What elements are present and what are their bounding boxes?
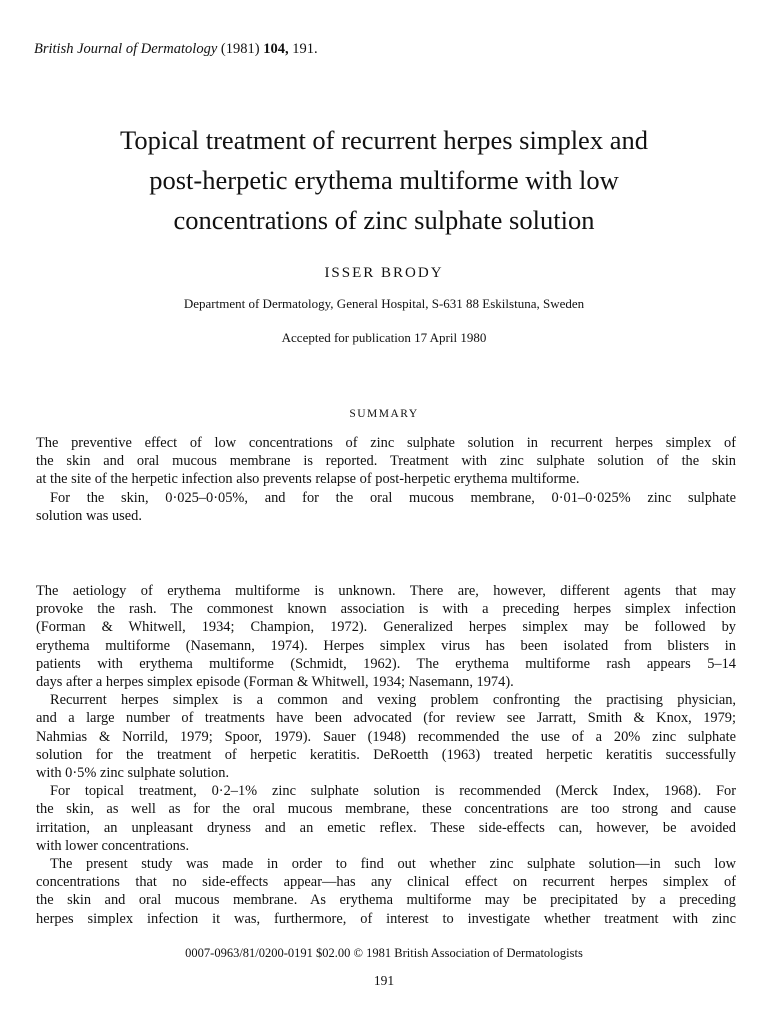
body-line: irritation, an unpleasant dryness and an emetic reflex. These side-effects can, however, be avoided xyxy=(36,819,736,836)
summary-line: For the skin, 0·025–0·05%, and for the oral mucous membrane, 0·01–0·025% zinc sulphate xyxy=(50,489,736,506)
article-title xyxy=(20,120,748,240)
journal-name: British Journal of Dermatology xyxy=(34,41,218,57)
summary-line: the skin and oral mucous membrane is reported. Treatment with zinc sulphate solution of the skin xyxy=(36,453,736,470)
body-line: patients with erythema multiforme (Schmidt, 1962). The erythema multiforme rash appears 5–14 xyxy=(36,655,736,672)
journal-page: 191. xyxy=(292,41,318,57)
body-line: solution for the treatment of herpetic keratitis. DeRoetth (1963) treated herpetic keratitis successfully xyxy=(36,746,736,763)
body-line: For topical treatment, 0·2–1% zinc sulphate solution is recommended (Merck Index, 1968). For xyxy=(50,783,736,800)
body-line: with lower concentrations. xyxy=(36,837,190,854)
title-line: concentrations of zinc sulphate solution xyxy=(173,205,595,235)
author-name: ISSER BRODY xyxy=(324,265,444,281)
copyright-line: 0007-0963/81/0200-0191 $02.00 © 1981 British Association of Dermatologists xyxy=(185,946,583,960)
summary-line: solution was used. xyxy=(36,507,142,524)
journal-citation xyxy=(34,41,318,58)
body-line: and a large number of treatments have been advocated (for review see Jarratt, Smith & Knox, 1979; xyxy=(36,710,736,727)
summary-text xyxy=(36,434,736,525)
body-line: the skin and oral mucous membrane. As erythema multiforme may be precipitated by a preceding xyxy=(36,892,736,909)
body-line: concentrations that no side-effects appear—has any clinical effect on recurrent herpes simplex of xyxy=(36,874,736,891)
body-line: Nahmias & Norrild, 1979; Spoor, 1979). Sauer (1948) recommended the use of a 20% zinc sulphate xyxy=(36,728,736,745)
title-line: Topical treatment of recurrent herpes simplex and xyxy=(120,125,648,155)
body-line: provoke the rash. The commonest known association is with a preceding herpes simplex infection xyxy=(36,601,736,618)
journal-year: (1981) xyxy=(220,41,260,57)
journal-volume: 104, xyxy=(263,41,289,57)
body-line: The present study was made in order to find out whether zinc sulphate solution—in such low xyxy=(50,856,736,873)
body-line: the skin, as well as for the oral mucous membrane, these concentrations are too strong and cause xyxy=(36,801,736,818)
body-line: with 0·5% zinc sulphate solution. xyxy=(36,765,230,782)
author-affiliation: Department of Dermatology, General Hospital, S-631 88 Eskilstuna, Sweden xyxy=(183,296,585,311)
body-text xyxy=(36,582,736,928)
body-line: (Forman & Whitwell, 1934; Champion, 1972). Generalized herpes simplex may be followed by xyxy=(36,619,736,636)
page-number: 191 xyxy=(373,973,395,988)
title-line: post-herpetic erythema multiforme with low xyxy=(149,165,619,195)
accepted-date: Accepted for publication 17 April 1980 xyxy=(281,330,487,345)
body-line: Recurrent herpes simplex is a common and vexing problem confronting the practising physician, xyxy=(50,692,736,709)
body-line: The aetiology of erythema multiforme is unknown. There are, however, different agents that may xyxy=(36,583,736,599)
body-line: days after a herpes simplex episode (Forman & Whitwell, 1934; Nasemann, 1974). xyxy=(36,674,514,691)
summary-line: The preventive effect of low concentrations of zinc sulphate solution in recurrent herpes simplex of xyxy=(36,435,736,451)
body-line: herpes simplex infection it was, furthermore, of interest to investigate whether treatment with zinc xyxy=(36,910,736,927)
body-line: erythema multiforme (Nasemann, 1974). Herpes simplex virus has been isolated from blisters in xyxy=(36,637,736,654)
summary-heading: SUMMARY xyxy=(349,408,419,420)
summary-line: at the site of the herpetic infection also prevents relapse of post-herpetic erythema multiforme. xyxy=(36,471,580,488)
